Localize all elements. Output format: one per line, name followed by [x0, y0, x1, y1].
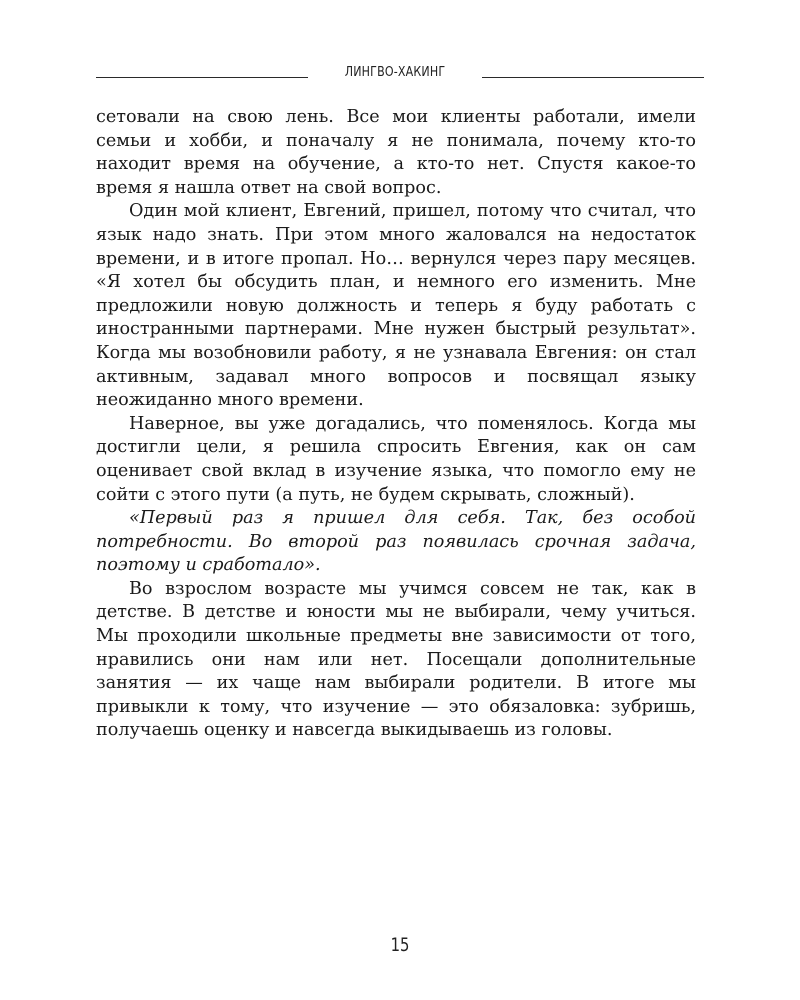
running-title: ЛИНГВО-ХАКИНГ: [344, 64, 446, 80]
page-number: 15: [390, 934, 410, 956]
running-header: [96, 62, 704, 86]
header-rule-left: [96, 77, 308, 78]
paragraph-evgeny-story: Один мой клиент, Евгений, пришел, потому что считал, что язык надо знать. При этом много жаловался на недостаток времени, и в итоге пропал. Но… вернулся через пару месяцев. «Я хотел бы обсудить план, и немного его изменить. Мне предложили новую должность и теперь я буду работать с иностранными партнерами. Мне нужен быстрый результат». Когда мы возобновили работу, я не узнавала Евгения: он стал активным, задавал много вопросов и посвящал языку неожиданно много времени.: [96, 201, 696, 411]
paragraph-reflection: Наверное, вы уже догадались, что поменялось. Когда мы достигли цели, я решила спросить Евгения, как он сам оценивает свой вклад в изучение языка, что помогло ему не сойти с этого пути (а путь, не будем скрывать, сложный).: [96, 413, 696, 505]
header-rule-right: [482, 77, 704, 78]
page-body: [96, 106, 696, 743]
paragraph-adult-learning: Во взрослом возрасте мы учимся совсем не так, как в детстве. В детстве и юности мы не выбирали, чему учиться. Мы проходили школьные предметы вне зависимости от того, нравились они нам или нет. Посещали дополнительные занятия — их чаще нам выбирали родители. В итоге мы привыкли к тому, что изучение — это обязаловка: зубришь, получаешь оценку и навсегда выкидываешь из головы.: [96, 578, 696, 741]
paragraph-continuation: сетовали на свою лень. Все мои клиенты работали, имели семьи и хобби, и поначалу я не понимала, почему кто-то находит время на обучение, а кто-то нет. Спустя какое-то время я нашла ответ на свой вопрос.: [96, 107, 696, 198]
quote-paragraph: «Первый раз я пришел для себя. Так, без особой потребности. Во второй раз появилась срочная задача, поэтому и сработало».: [96, 508, 696, 576]
